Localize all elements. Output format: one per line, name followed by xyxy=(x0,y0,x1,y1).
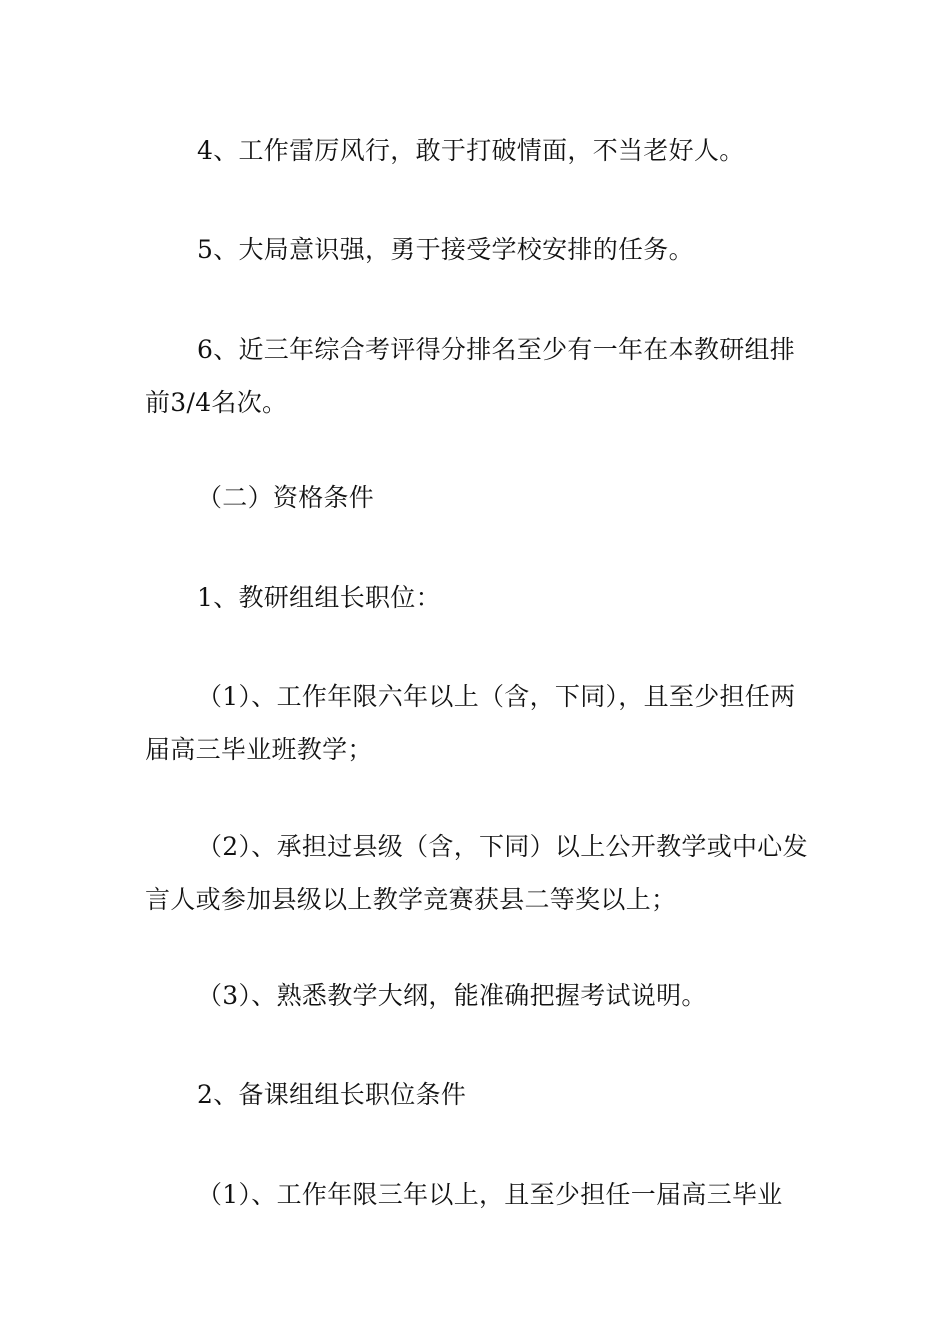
paragraph-condition-1-3: （3）、熟悉教学大纲，能准确把握考试说明。 xyxy=(197,981,707,1010)
paragraph-condition-1-1: （1）、工作年限六年以上（含，下同），且至少担任两届高三毕业班教学； xyxy=(145,682,796,764)
paragraph-teaching-group-leader: 1、教研组组长职位： xyxy=(197,583,441,612)
paragraph-lesson-group-leader: 2、备课组组长职位条件 xyxy=(197,1080,467,1109)
paragraph-condition-2-1: （1）、工作年限三年以上，且至少担任一届高三毕业 xyxy=(197,1180,783,1209)
section-heading-qualifications: （二）资格条件 xyxy=(197,483,375,512)
paragraph-item-4: 4、工作雷厉风行，敢于打破情面，不当老好人。 xyxy=(197,136,745,165)
paragraph-condition-1-2: （2）、承担过县级（含，下同）以上公开教学或中心发言人或参加县级以上教学竞赛获县二等奖以上； xyxy=(145,832,808,914)
paragraph-item-5: 5、大局意识强，勇于接受学校安排的任务。 xyxy=(197,235,694,264)
paragraph-item-6: 6、近三年综合考评得分排名至少有一年在本教研组排前3/4名次。 xyxy=(145,335,796,417)
